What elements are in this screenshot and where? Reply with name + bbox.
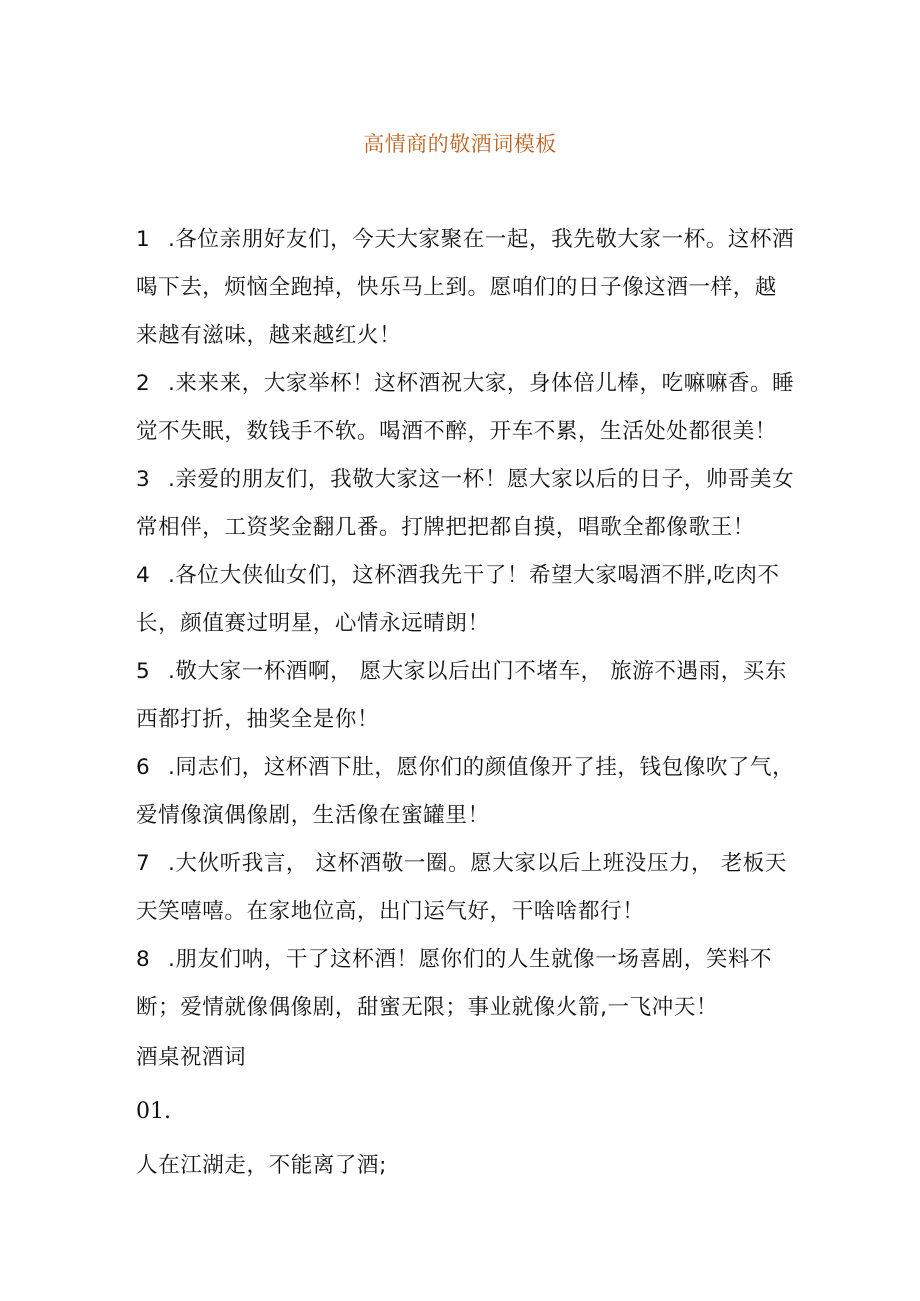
section-title: 酒桌祝酒词	[136, 1045, 247, 1070]
item-text: .来来来，大家举杯！这杯酒祝大家，身体倍儿棒，吃嘛嘛香。睡觉不失眠，数钱手不软。喝酒不醉，开车不累，生活处处都很美！	[136, 371, 795, 444]
item-text: .敬大家一杯酒啊， 愿大家以后出门不堵车， 旅游不遇雨，买东西都打折，抽奖全是你！	[136, 659, 788, 732]
item-number: 4	[136, 563, 151, 588]
item-text: .亲爱的朋友们，我敬大家这一杯！愿大家以后的日子，帅哥美女常相伴，工资奖金翻几番。打牌把把都自摸，唱歌全都像歌王！	[136, 467, 795, 540]
item-number: 5	[136, 659, 151, 684]
list-item	[136, 552, 796, 648]
item-number: 7	[136, 851, 151, 876]
list-item	[136, 216, 796, 360]
section-line: 人在江湖走，不能离了酒;	[136, 1153, 387, 1178]
toast-list	[136, 216, 796, 1032]
list-item	[136, 360, 796, 456]
item-number: 2	[136, 371, 151, 396]
document-title: 高情商的敬酒词模板	[363, 132, 557, 156]
item-number: 8	[136, 947, 151, 972]
list-item	[136, 936, 796, 1032]
item-text: .大伙听我言， 这杯酒敬一圈。愿大家以后上班没压力， 老板天天笑嘻嘻。在家地位高，出门运气好，干啥啥都行！	[136, 851, 788, 924]
list-item	[136, 648, 796, 744]
item-text: .各位大侠仙女们，这杯酒我先干了！希望大家喝酒不胖,吃肉不长，颜值赛过明星，心情永远晴朗！	[136, 563, 780, 636]
item-number: 3	[136, 467, 151, 492]
list-item	[136, 744, 796, 840]
item-text: .各位亲朋好友们，今天大家聚在一起，我先敬大家一杯。这杯酒喝下去，烦恼全跑掉，快乐马上到。愿咱们的日子像这酒一样，越来越有滋味，越来越红火！	[136, 227, 795, 348]
list-item	[136, 456, 796, 552]
list-item	[136, 840, 796, 936]
item-number: 6	[136, 755, 151, 780]
section-number: 01.	[136, 1099, 171, 1124]
item-text: .同志们，这杯酒下肚，愿你们的颜值像开了挂，钱包像吹了气，爱情像演偶像剧，生活像在蜜罐里！	[136, 755, 795, 828]
item-number: 1	[136, 227, 151, 252]
item-text: .朋友们呐，干了这杯酒！愿你们的人生就像一场喜剧，笑料不断；爱情就像偶像剧，甜蜜无限；事业就像火箭,一飞冲天！	[136, 947, 773, 1020]
